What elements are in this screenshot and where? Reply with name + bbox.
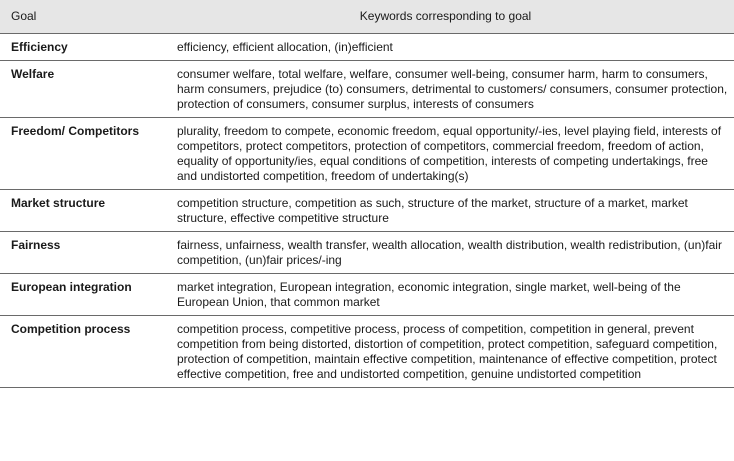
table-body: [0, 34, 734, 388]
goal-cell: Freedom/ Competitors: [0, 118, 157, 190]
goal-cell: European integration: [0, 274, 157, 316]
keywords-cell: fairness, unfairness, wealth transfer, wealth allocation, wealth distribution, wealth redistribution, (un)fair competition, (un)fair prices/-ing: [157, 232, 734, 274]
table-row: [0, 61, 734, 118]
goal-cell: Competition process: [0, 316, 157, 388]
goal-cell: Fairness: [0, 232, 157, 274]
keywords-cell: competition process, competitive process, process of competition, competition in general, prevent competition from being distorted, distortion of competition, protect competition, safeguard competition, protection of competition, maintain effective competition, maintenance of effective competition, protect effective competition, free and undistorted competition, genuine undistorted competition: [157, 316, 734, 388]
keywords-cell: consumer welfare, total welfare, welfare, consumer well-being, consumer harm, harm to consumers, harm consumers, prejudice (to) consumers, detrimental to customers/ consumers, consumer protection, protection of consumers, consumer surplus, interests of consumers: [157, 61, 734, 118]
keywords-cell: plurality, freedom to compete, economic freedom, equal opportunity/-ies, level playing field, interests of competitors, protect competitors, protection of competitors, commercial freedom, freedom of action, equality of opportunity/ies, equal conditions of competition, interests of competing undertakings, free and undistorted competition, freedom of undertaking(s): [157, 118, 734, 190]
keywords-cell: competition structure, competition as such, structure of the market, structure of a market, market structure, effective competitive structure: [157, 190, 734, 232]
header-row: [0, 0, 734, 34]
table-row: [0, 190, 734, 232]
table-row: [0, 232, 734, 274]
table-header: [0, 0, 734, 34]
header-goal: Goal: [0, 0, 157, 34]
table-row: [0, 274, 734, 316]
goal-cell: Efficiency: [0, 34, 157, 61]
goal-cell: Market structure: [0, 190, 157, 232]
header-keywords: Keywords corresponding to goal: [157, 0, 734, 34]
table-row: [0, 118, 734, 190]
table-row: [0, 316, 734, 388]
keywords-cell: market integration, European integration, economic integration, single market, well-being of the European Union, that common market: [157, 274, 734, 316]
table-row: [0, 34, 734, 61]
keywords-cell: efficiency, efficient allocation, (in)efficient: [157, 34, 734, 61]
goal-cell: Welfare: [0, 61, 157, 118]
